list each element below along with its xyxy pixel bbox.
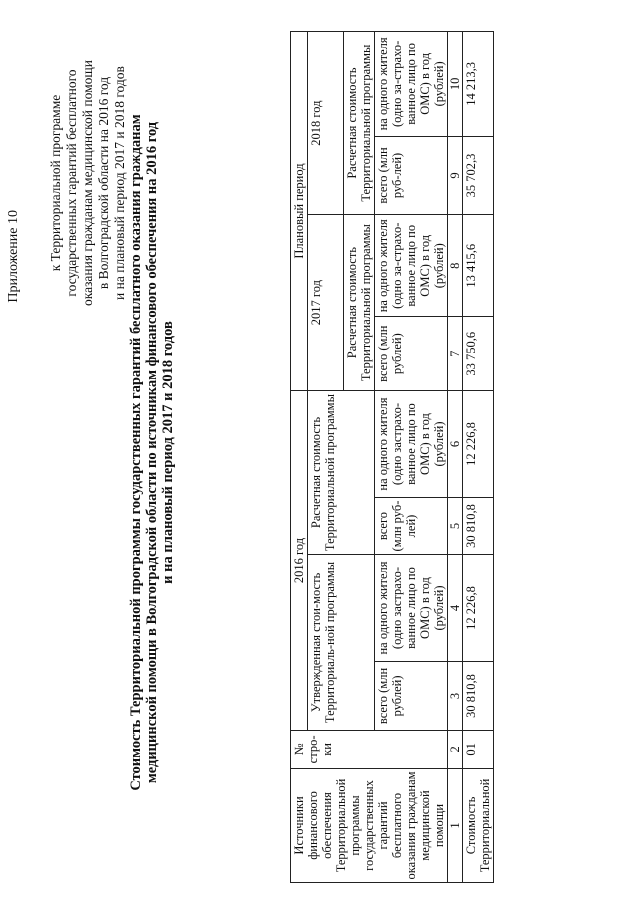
- header-calc-cost-2017: Расчетная стоимость Территориальной программы: [344, 215, 375, 391]
- title-line: Стоимость Территориальной программы государственных гарантий бесплатного оказания гражданам: [128, 114, 144, 791]
- header-total: всего (млн руб-лей): [375, 498, 448, 555]
- addressee-line: оказания гражданам медицинской помощи: [80, 60, 95, 307]
- cell-value: 30 810,8: [463, 498, 494, 555]
- addressee-line: государственных гарантий бесплатного: [64, 69, 79, 297]
- header-per-resident: на одного жителя (одно застрахо-ванное лицо по ОМС) в год (рублей): [375, 391, 448, 498]
- addressee-line: и на плановый период 2017 и 2018 годов: [112, 66, 127, 300]
- appendix-label: Приложение 10: [6, 210, 21, 303]
- table-row: [463, 32, 494, 883]
- header-per-resident: на одного жителя (одно за-страхо-ванное лицо по ОМС) в год (рублей): [375, 32, 448, 137]
- column-number: 4: [448, 555, 463, 662]
- header-2018: 2018 год: [308, 32, 344, 215]
- cell-value: 35 702,3: [463, 136, 494, 214]
- title-line: медицинской помощи в Волгоградской области по источникам финансового обеспечения на 2016 год: [144, 121, 160, 784]
- cell-value: 13 415,6: [463, 215, 494, 317]
- header-total: всего (млн рублей): [375, 661, 448, 730]
- document-title: [128, 0, 176, 905]
- column-number: 7: [448, 317, 463, 391]
- header-source: Источники финансового обеспечения Территориальной программы государственных гарантий бесплатного оказания гражданам медицинской помощи: [291, 768, 448, 882]
- column-number: 9: [448, 136, 463, 214]
- header-calc-cost-2016: Расчетная стоимость Территориальной программы: [308, 391, 375, 555]
- column-number: 10: [448, 32, 463, 137]
- cell-value: 12 226,8: [463, 555, 494, 662]
- row-number: 01: [463, 730, 494, 768]
- title-line: и на плановый период 2017 и 2018 годов: [160, 321, 176, 584]
- column-number: 5: [448, 498, 463, 555]
- cell-value: 30 810,8: [463, 661, 494, 730]
- addressee-line: к Территориальной программе: [48, 94, 63, 272]
- header-planned-period: Плановый период: [291, 32, 308, 391]
- column-number: 1: [448, 768, 463, 882]
- cost-table: [290, 31, 494, 883]
- header-rownum: № стро-ки: [291, 730, 448, 768]
- cell-value: 12 226,8: [463, 391, 494, 498]
- header-approved-cost: Утвержденная стои-мость Территориаль-ной программы: [308, 555, 375, 731]
- cell-value: 33 750,6: [463, 317, 494, 391]
- header-2016: 2016 год: [291, 391, 308, 731]
- header-per-resident: на одного жителя (одно застрахо-ванное лицо по ОМС) в год (рублей): [375, 555, 448, 662]
- column-number: 6: [448, 391, 463, 498]
- addressee-line: в Волгоградской области на 2016 год: [96, 76, 111, 290]
- header-calc-cost-2018: Расчетная стоимость Территориальной программы: [344, 32, 375, 215]
- column-number-row: [448, 32, 463, 883]
- column-number: 3: [448, 661, 463, 730]
- row-name: Стоимость Территориальной: [463, 768, 494, 882]
- header-total: всего (млн руб-лей): [375, 136, 448, 214]
- column-number: 2: [448, 730, 463, 768]
- header-per-resident: на одного жителя (одно за-страхо-ванное лицо по ОМС) в год (рублей): [375, 215, 448, 317]
- cell-value: 14 213,3: [463, 32, 494, 137]
- column-number: 8: [448, 215, 463, 317]
- header-total: всего (млн рублей): [375, 317, 448, 391]
- header-2017: 2017 год: [308, 215, 344, 391]
- addressee-block: [48, 60, 128, 306]
